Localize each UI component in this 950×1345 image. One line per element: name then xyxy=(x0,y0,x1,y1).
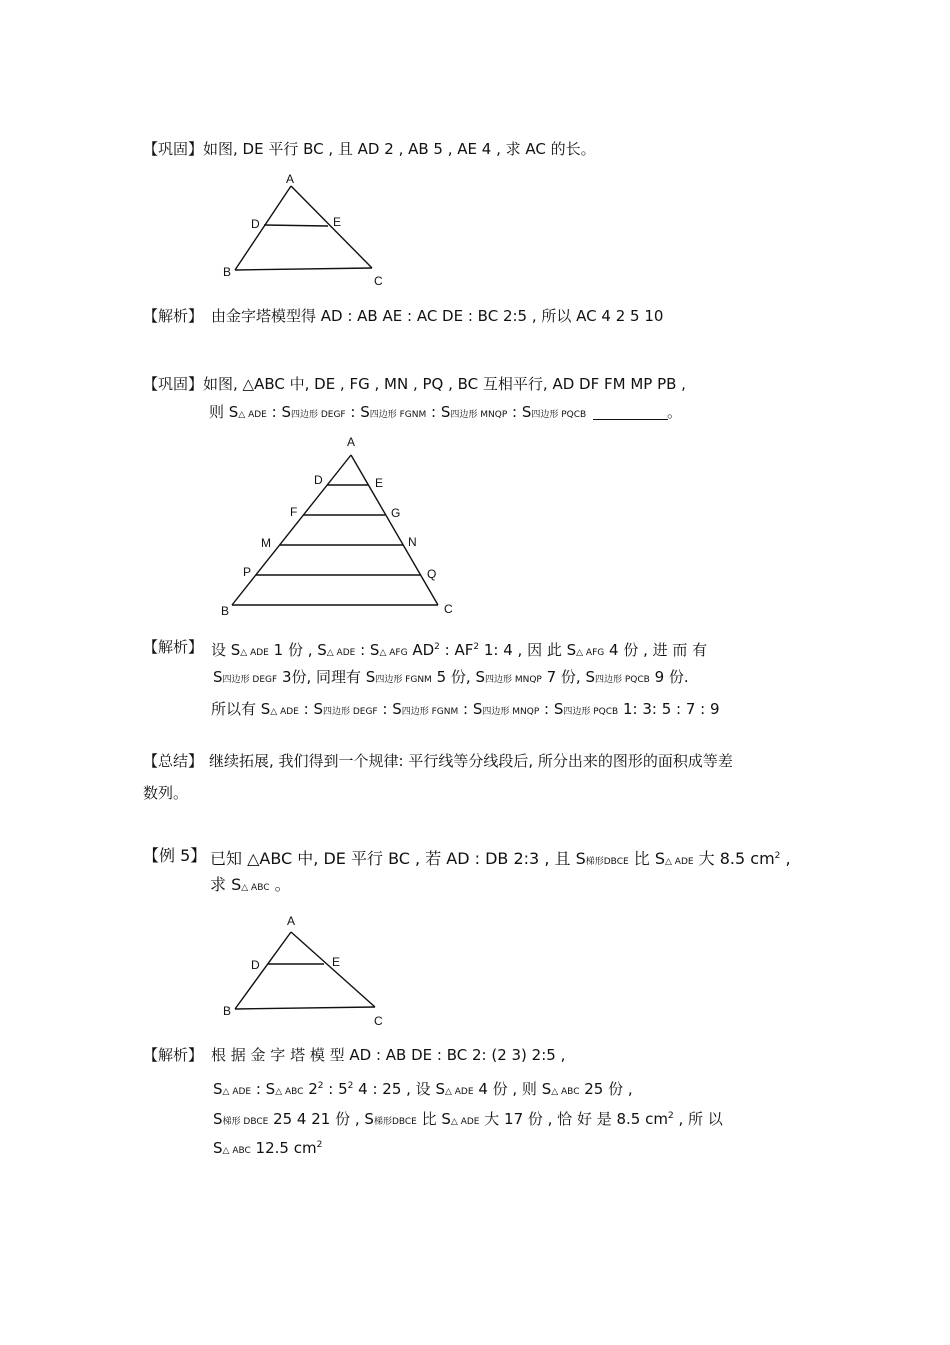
label-c: C xyxy=(374,1014,383,1028)
label-m: M xyxy=(261,536,271,550)
block4-solution-line4: S△ ABC 12.5 $cm^2$ xyxy=(213,1139,323,1157)
block4-solution-line1: 根 据 金 字 塔 模 型 AD : AB DE : BC 2: (2 3) 2:5 , xyxy=(211,1046,566,1064)
block2-solution-line3: 所以有 S△ ADE : S四边形 DEGF : S四边形 FGNM : S四边形 MNQP : S四边形 PQCB 1: 3: 5 : 7 : 9 xyxy=(211,700,720,718)
answer-blank xyxy=(593,419,668,420)
block1-solution-label: 【解析】 xyxy=(143,307,204,325)
block2-solution-line2: S四边形 DEGF 3份, 同理有 S四边形 FGNM 5 份, S四边形 MNQP 7 份, S四边形 PQCB 9 份. xyxy=(213,668,689,686)
label-b: B xyxy=(223,1004,232,1018)
block3-line2: 数列。 xyxy=(143,784,189,802)
label-e: E xyxy=(333,215,342,229)
block4-solution-line3: S梯形 DBCE 25 4 21 份 , S梯形DBCE 比 S△ ADE 大 17 份 , 恰 好 是 8.5 $cm^2$ , 所 以 xyxy=(213,1110,723,1128)
block4-solution-label: 【解析】 xyxy=(143,1046,204,1064)
label-d: D xyxy=(251,958,260,972)
side-ac xyxy=(351,455,438,605)
side-ab xyxy=(232,455,351,605)
block1-solution: 由金字塔模型得 AD : AB AE : AC DE : BC 2:5 , 所以 AC 4 2 5 10 xyxy=(211,307,664,325)
label-b: B xyxy=(223,265,232,279)
block4-label: 【例 5】 xyxy=(143,846,207,865)
segment-de xyxy=(264,225,328,226)
label-a: A xyxy=(347,435,356,449)
block1-label: 【巩固】 xyxy=(143,140,204,158)
block4-question-line2: 求 S△ ABC 。 xyxy=(210,875,291,894)
triangle-figure-1 xyxy=(215,170,415,300)
block2-question-end: 。 xyxy=(667,403,683,421)
block1-question: 如图, DE 平行 BC , 且 AD 2 , AB 5 , AE 4 , 求 AC 的长。 xyxy=(203,140,596,158)
block2-solution-label: 【解析】 xyxy=(143,638,204,656)
label-e: E xyxy=(375,476,384,490)
label-n: N xyxy=(408,535,417,549)
label-c: C xyxy=(444,602,453,616)
label-f: F xyxy=(290,505,298,519)
side-bc xyxy=(235,268,372,270)
label-c: C xyxy=(374,274,383,288)
label-a: A xyxy=(286,172,295,186)
triangle-figure-2 xyxy=(215,435,465,620)
block2-solution-line1: 设 S△ ADE 1 份 , S△ ADE : S△ AFG $AD^2$ : $AF^2$ 1: 4 , 因 此 S△ AFG 4 份 , 进 而 有 xyxy=(211,641,708,659)
block2-label: 【巩固】 xyxy=(143,375,204,393)
block3-line1: 继续拓展, 我们得到一个规律: 平行线等分线段后, 所分出来的图形的面积成等差 xyxy=(209,752,733,770)
label-p: P xyxy=(243,565,252,579)
side-ab xyxy=(235,932,291,1009)
label-d: D xyxy=(314,473,323,487)
label-d: D xyxy=(251,217,260,231)
label-a: A xyxy=(287,914,296,928)
block4-question-line1: 已知 △ABC 中, DE 平行 BC , 若 AD : DB 2:3 , 且 S梯形DBCE 比 S△ ADE 大 8.5 $cm^2$ , xyxy=(210,849,791,868)
side-ac xyxy=(291,186,372,268)
block2-question-line2: 则 S△ ADE : S四边形 DEGF : S四边形 FGNM : S四边形 MNQP : S四边形 PQCB xyxy=(209,403,587,421)
block2-question-line1: 如图, △ABC 中, DE , FG , MN , PQ , BC 互相平行, AD DF FM MP PB , xyxy=(203,375,686,393)
label-e: E xyxy=(332,955,341,969)
triangle-figure-3 xyxy=(215,910,415,1035)
side-ac xyxy=(291,932,375,1007)
block3-label: 【总结】 xyxy=(143,752,204,770)
label-q: Q xyxy=(427,567,437,581)
label-g: G xyxy=(391,506,401,520)
side-bc xyxy=(235,1007,375,1009)
label-b: B xyxy=(221,604,230,618)
side-ab xyxy=(235,186,291,270)
block4-solution-line2: S△ ADE : S△ ABC $2^2$ : $5^2$ 4 : 25 , 设 S△ ADE 4 份 , 则 S△ ABC 25 份 , xyxy=(213,1080,633,1098)
